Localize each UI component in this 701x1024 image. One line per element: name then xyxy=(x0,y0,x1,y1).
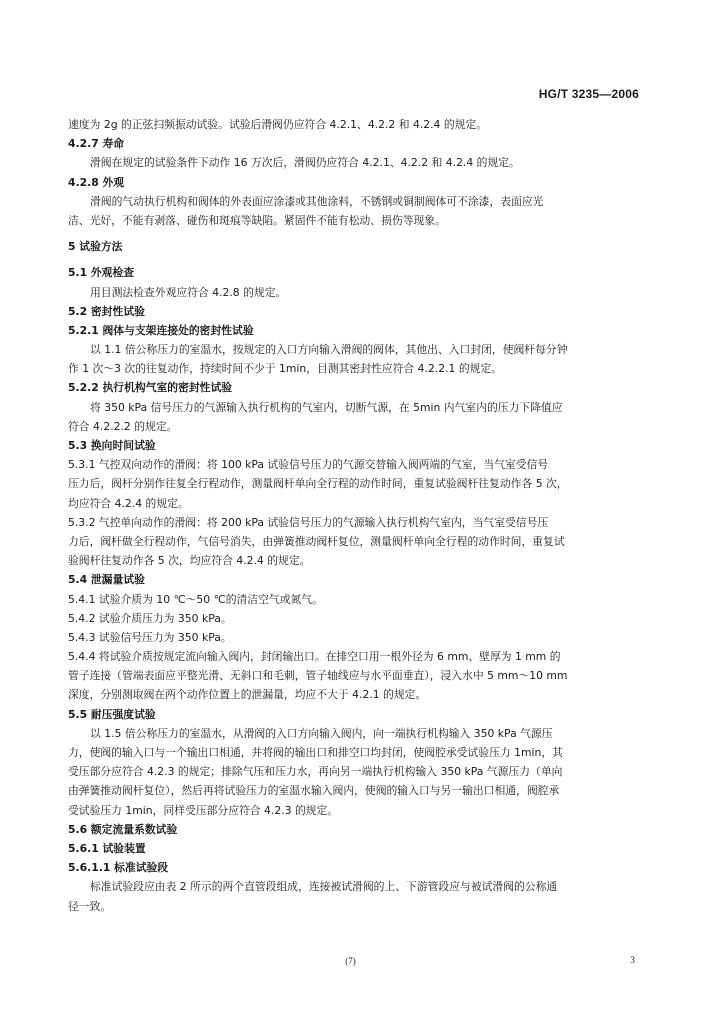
body-line: 压力后，阀杆分别作往复全行程动作，测量阀杆单向全行程的动作时间，重复试验阀杆往复动作各 5 次， xyxy=(68,477,568,491)
body-line: 作 1 次～3 次的往复动作，持续时间不少于 1min，目测其密封性应符合 4.2.2.1 的规定。 xyxy=(68,362,503,376)
section-heading: 5.3 换向时间试验 xyxy=(68,439,156,452)
body-line: 受试验压力 1min，同样受压部分应符合 4.2.3 的规定。 xyxy=(68,803,339,817)
body-line: 5.4.3 试验信号压力为 350 kPa。 xyxy=(68,630,232,644)
body-line: 管子连接（管端表面应平整光滑、无斜口和毛刺，管子轴线应与水平面垂直），浸入水中 5 mm～10 mm xyxy=(68,669,568,683)
section-heading: 5.2.1 阀体与支架连接处的密封性试验 xyxy=(68,323,254,337)
body-line: 受压部分应符合 4.2.3 的规定；排除气压和压力水，再向另一端执行机构输入 350 kPa 气源压力（单向 xyxy=(68,765,563,779)
body-line: 速度为 2g 的正弦扫频振动试验。试验后滑阀仍应符合 4.2.1、4.2.2 和 4.2.4 的规定。 xyxy=(68,118,488,131)
body-line: 力，使阀的输入口与一个输出口相通，并将阀的输出口和排空口均封闭，使阀腔承受试验压力 1min，其 xyxy=(68,746,563,759)
body-line: 标准试验段应由表 2 所示的两个直管段组成，连接被试滑阀的上、下游管段应与被试滑阀的公称通 xyxy=(90,880,558,894)
body-line: 5.4.2 试验介质压力为 350 kPa。 xyxy=(68,611,232,625)
body-line: 深度，分别测取阀在两个动作位置上的泄漏量，均应不大于 4.2.1 的规定。 xyxy=(68,688,427,702)
body-line: 滑阀的气动执行机构和阀体的外表面应涂漆或其他涂料，不锈钢或铜制阀体可不涂漆，表面应光 xyxy=(90,194,544,208)
body-line: 将 350 kPa 信号压力的气源输入执行机构的气室内，切断气源，在 5min 内气室内的压力下降值应 xyxy=(90,400,563,414)
section-heading: 4.2.8 外观 xyxy=(68,175,125,189)
body-line: 洁、光好，不能有剥落、碰伤和斑痕等缺陷。紧固件不能有松动、损伤等现象。 xyxy=(68,213,446,227)
standard-code: HG/T 3235—2006 xyxy=(538,87,639,101)
body-line: 5.3.2 气控单向动作的滑阀：将 200 kPa 试验信号压力的气源输入执行机构气室内，当气室受信号压 xyxy=(68,515,549,529)
body-line: 5.4.4 将试验介质按规定流向输入阀内，封闭输出口。在排空口用一根外径为 6 mm、壁厚为 1 mm 的 xyxy=(68,650,561,664)
body-line: 验阀杆往复动作各 5 次，均应符合 4.2.4 的规定。 xyxy=(68,554,311,568)
section-heading: 5.5 耐压强度试验 xyxy=(68,707,156,721)
section-heading: 5.6 额定流量系数试验 xyxy=(68,822,178,836)
body-line: 力后，阀杆做全行程动作，气信号消失，由弹簧推动阀杆复位，测量阀杆单向全行程的动作时间，重复试 xyxy=(68,534,565,548)
section-heading: 5.6.1.1 标准试验段 xyxy=(68,861,169,875)
footer-center-mark: (7) xyxy=(345,956,356,966)
body-line: 均应符合 4.2.4 的规定。 xyxy=(68,496,189,510)
section-heading: 4.2.7 寿命 xyxy=(68,137,125,151)
section-heading: 5.2.2 执行机构气室的密封性试验 xyxy=(68,381,233,395)
section-heading: 5.1 外观检查 xyxy=(68,266,135,280)
document-body xyxy=(68,115,643,916)
body-line: 用目测法检查外观应符合 4.2.8 的规定。 xyxy=(90,285,287,299)
body-line: 符合 4.2.2.2 的规定。 xyxy=(68,419,178,433)
body-line: 5.4.1 试验介质为 10 ℃～50 ℃的清洁空气或氮气。 xyxy=(68,592,323,606)
section-heading: 5.6.1 试验装置 xyxy=(68,841,146,855)
body-line: 以 1.1 倍公称压力的室温水，按规定的入口方向输入滑阀的阀体，其他出、入口封闭，使阀杆每分钟 xyxy=(90,343,568,357)
body-line: 由弹簧推动阀杆复位），然后再将试验压力的室温水输入阀内，使阀的输入口与另一输出口相通，阀腔承 xyxy=(68,784,560,798)
section-heading: 5.2 密封性试验 xyxy=(68,304,145,318)
section-heading: 5 试验方法 xyxy=(68,240,123,254)
page-number: 3 xyxy=(630,956,635,966)
body-line: 滑阀在规定的试验条件下动作 16 万次后，滑阀仍应符合 4.2.1、4.2.2 和 4.2.4 的规定。 xyxy=(90,156,520,170)
body-line: 以 1.5 倍公称压力的室温水，从滑阀的入口方向输入阀内，向一端执行机构输入 350 kPa 气源压 xyxy=(90,726,553,740)
body-line: 5.3.1 气控双向动作的滑阀：将 100 kPa 试验信号压力的气源交替输入阀两端的气室，当气室受信号 xyxy=(68,458,549,472)
body-line: 径一致。 xyxy=(68,899,112,913)
section-heading: 5.4 泄漏量试验 xyxy=(68,573,145,587)
